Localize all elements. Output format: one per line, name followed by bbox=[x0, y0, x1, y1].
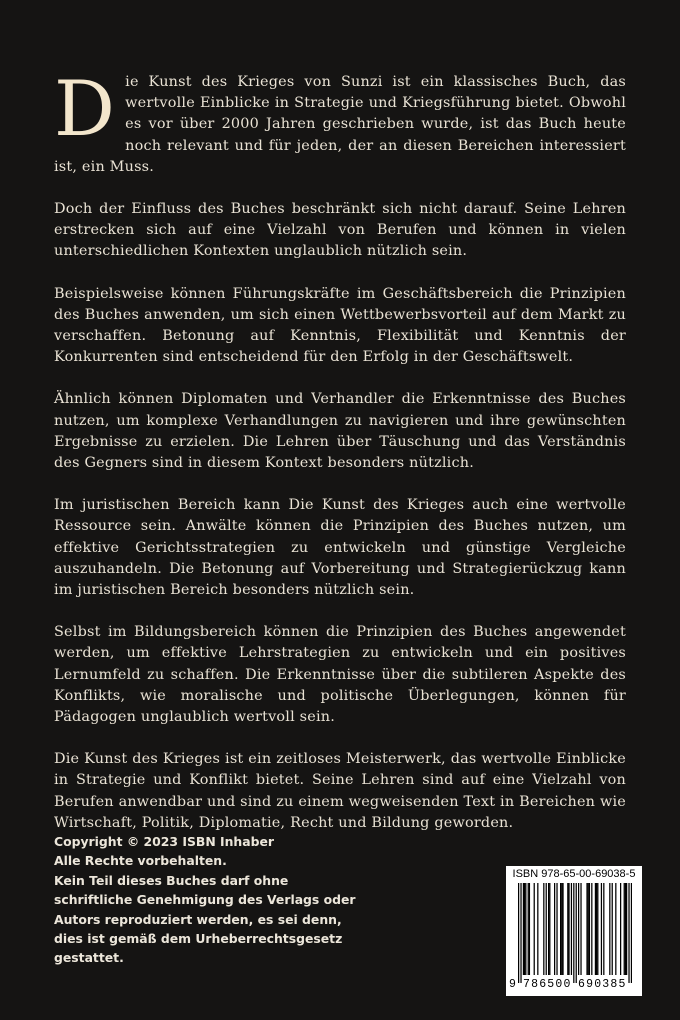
copyright-line: Alle Rechte vorbehalten. bbox=[54, 853, 227, 869]
copyright-line: Kein Teil dieses Buches darf ohne bbox=[54, 872, 289, 888]
barcode-bar bbox=[537, 883, 538, 975]
barcode-bar bbox=[518, 883, 519, 983]
paragraph-4: Ähnlich können Diplomaten und Verhandler die Erkenntnisse des Buches nutzen, um komplexe Verhandlungen zu navigieren und ihre gewünschten Ergebnisse zu erzielen. Die Lehren über Täuschung und das Verständnis des Gegners sind in diesem Kontext besonders nützlich. bbox=[54, 391, 626, 472]
barcode-bar bbox=[586, 883, 587, 975]
barcode-bar bbox=[603, 883, 604, 975]
paragraph-7: Die Kunst des Krieges ist ein zeitloses Meisterwerk, das wertvolle Einblicke in Strategie und Konflikt bietet. Seine Lehren sind auf eine Vielzahl von Berufen anwendbar und sind zu einem wegweisenden Text in Bereichen wie Wirtschaft, Politik, Diplomatie, Recht und Bildung geworden. bbox=[54, 751, 626, 831]
barcode-bar bbox=[624, 883, 625, 975]
barcode-bar bbox=[568, 883, 569, 975]
barcode-bar bbox=[520, 883, 521, 983]
barcode-digits-right: 690385 bbox=[578, 978, 627, 991]
barcode-bar bbox=[534, 883, 535, 975]
barcode-bar bbox=[588, 883, 589, 975]
barcode-bar bbox=[628, 883, 629, 983]
copyright-line: dies ist gemäß dem Urheberrechtsgesetz bbox=[54, 931, 343, 947]
copyright-line: Copyright © 2023 ISBN Inhaber bbox=[54, 834, 275, 849]
barcode-bar bbox=[562, 883, 563, 975]
paragraph-5: Im juristischen Bereich kann Die Kunst des Krieges auch eine wertvolle Ressource sein. Anwälte können die Prinzipien des Buches nutzen, um effektive Gerichtsstrategien zu entwickeln und günstige Vergleiche auszuhandeln. Die Betonung auf Vorbereitung und Strategierückzug kann im juristischen Bereich besonders nützlich sein. bbox=[54, 497, 626, 599]
barcode-bar bbox=[561, 883, 562, 975]
barcode-bar bbox=[596, 883, 597, 975]
barcode-digit-first: 9 bbox=[509, 978, 516, 991]
barcode-bar bbox=[573, 883, 574, 983]
barcode-bar bbox=[549, 883, 550, 975]
barcode-bar bbox=[567, 883, 568, 975]
barcode-bar bbox=[597, 883, 598, 975]
barcode-bar bbox=[580, 883, 581, 975]
barcode-bar bbox=[525, 883, 526, 975]
barcode-bar bbox=[560, 883, 561, 975]
barcode-bar bbox=[601, 883, 602, 975]
barcode-bar bbox=[612, 883, 613, 975]
barcode-bar bbox=[546, 883, 547, 975]
copyright-line: schriftliche Genehmigung des Verlags oder bbox=[54, 892, 356, 908]
copyright-notice bbox=[54, 832, 354, 968]
barcode-bar bbox=[528, 883, 529, 975]
barcode-bar bbox=[626, 883, 627, 975]
paragraph-3: Beispielsweise können Führungskräfte im Geschäftsbereich die Prinzipien des Buches anwenden, um sich einen Wettbewerbsvorteil auf dem Markt zu verschaffen. Betonung auf Kenntnis, Flexibilität und Kenntnis der Konkurrenten sind entscheidend für den Erfolg in der Geschäftswelt. bbox=[54, 285, 626, 366]
barcode-bar bbox=[571, 883, 572, 975]
barcode-bar bbox=[523, 883, 524, 975]
barcode-bar bbox=[591, 883, 592, 975]
barcode-bar bbox=[609, 883, 610, 975]
paragraph-intro-text: ie Kunst des Krieges von Sunzi ist ein klassisches Buch, das wertvolle Einblicke in Strategie und Kriegsführung bietet. Obwohl es vor über 2000 Jahren geschrieben wurde, ist das Buch heute noch relevant und für jeden, der an diesen Bereichen interessiert ist, ein Muss. bbox=[54, 74, 626, 175]
barcode-bar bbox=[589, 883, 590, 975]
barcode-bar bbox=[529, 883, 530, 975]
paragraph-intro bbox=[54, 64, 626, 178]
copyright-line: gestattet. bbox=[54, 950, 124, 966]
barcode-bars bbox=[518, 883, 632, 983]
barcode-bar bbox=[554, 883, 555, 975]
copyright-line: Autors reproduziert werden, es sei denn, bbox=[54, 911, 342, 927]
barcode-bar bbox=[556, 883, 557, 975]
isbn-label: ISBN 978-65-00-69038-5 bbox=[512, 868, 636, 880]
paragraph-2: Doch der Einfluss des Buches beschränkt sich nicht darauf. Seine Lehren erstrecken sich auf eine Vielzahl von Berufen und können in vielen unterschiedlichen Kontexten unglaublich nützlich sein. bbox=[54, 201, 626, 260]
blurb-text bbox=[54, 64, 626, 855]
barcode-bar bbox=[548, 883, 549, 975]
paragraph-6: Selbst im Bildungsbereich können die Prinzipien des Buches angewendet werden, um effektive Lehrstrategien zu entwickeln und ein positives Lernumfeld zu schaffen. Die Erkenntnisse über die subtileren Aspekte des Konflikts, wie moralische und politische Überlegungen, können für Pädagogen unglaublich wertvoll sein. bbox=[54, 624, 626, 726]
barcode-bar bbox=[576, 883, 577, 983]
barcode-bar bbox=[620, 883, 621, 975]
barcode-bar bbox=[524, 883, 525, 975]
barcode-bar bbox=[595, 883, 596, 975]
barcode-bar bbox=[625, 883, 626, 975]
barcode-bar bbox=[631, 883, 632, 983]
barcode-bar bbox=[578, 883, 579, 975]
barcode-digits-left: 786500 bbox=[523, 978, 572, 991]
barcode-bar bbox=[615, 883, 616, 975]
barcode-bar bbox=[543, 883, 544, 975]
drop-cap: D bbox=[54, 64, 116, 153]
isbn-barcode bbox=[506, 866, 642, 996]
